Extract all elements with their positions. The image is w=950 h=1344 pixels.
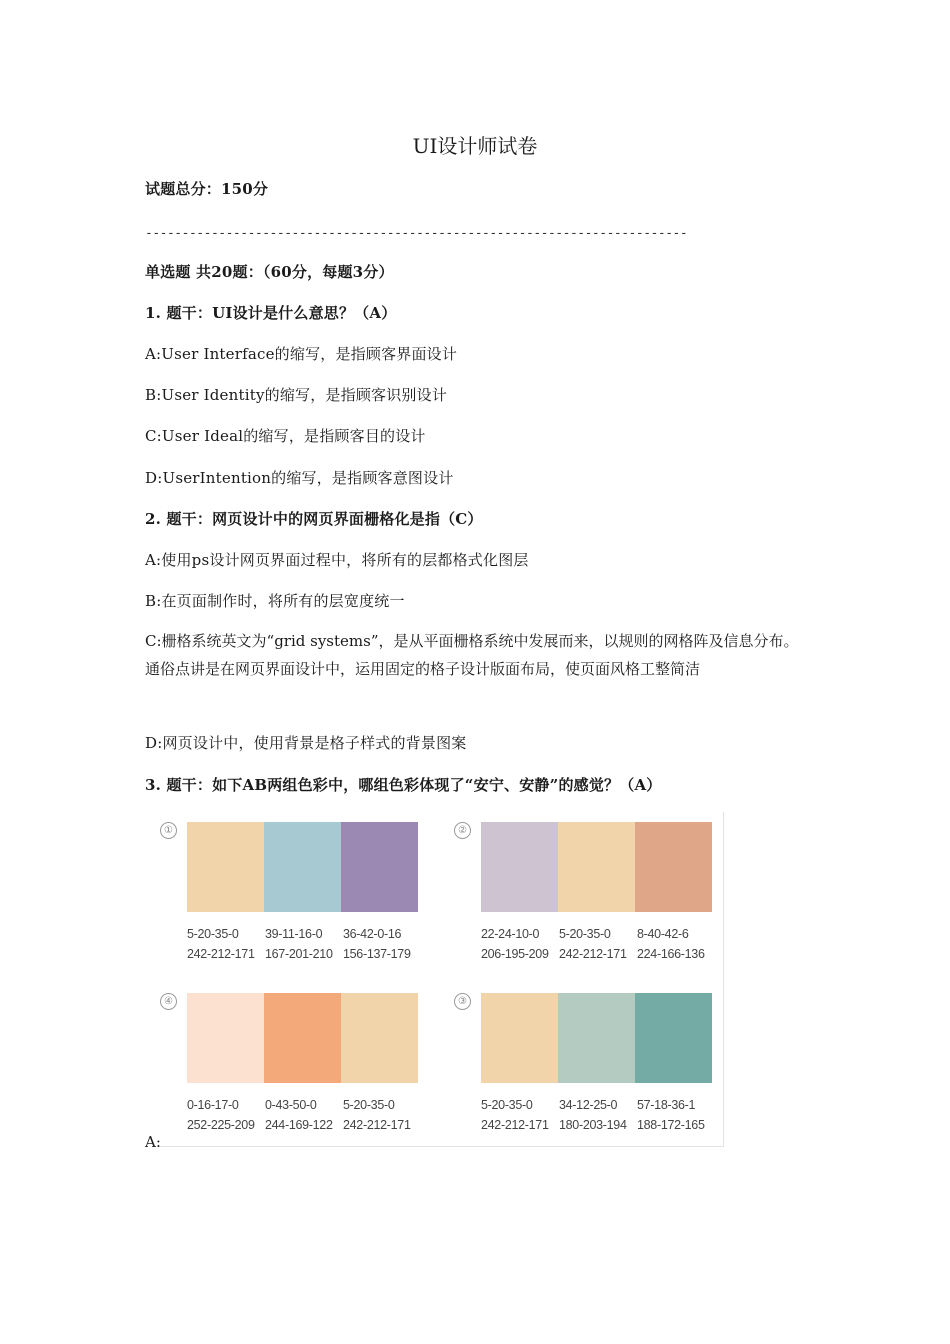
palette-group bbox=[164, 993, 447, 1135]
color-swatch bbox=[341, 822, 418, 912]
color-swatch bbox=[264, 822, 341, 912]
palette-group bbox=[458, 993, 741, 1135]
separator-line: -------------------------------------------------------------------------- bbox=[145, 226, 688, 241]
rgb-code: 188-172-165 bbox=[637, 1118, 705, 1132]
total-score: 试题总分：150分 bbox=[145, 180, 269, 198]
color-palette-image bbox=[158, 812, 724, 1147]
color-swatch bbox=[481, 822, 558, 912]
rgb-code: 242-212-171 bbox=[343, 1118, 411, 1132]
color-swatch bbox=[481, 993, 558, 1083]
question-2-option-c: C:栅格系统英文为“grid systems”，是从平面栅格系统中发展而来，以规则的网格阵及信息分布。通俗点讲是在网页界面设计中，运用固定的格子设计版面布局，使页面风格工整简洁 bbox=[145, 632, 799, 678]
rgb-code: 242-212-171 bbox=[481, 1118, 549, 1132]
question-2-option-b: B:在页面制作时，将所有的层宽度统一 bbox=[145, 592, 405, 610]
cmyk-code: 5-20-35-0 bbox=[481, 1098, 533, 1112]
color-swatch bbox=[187, 822, 264, 912]
palette-group bbox=[458, 822, 741, 964]
question-2-stem: 2. 题干：网页设计中的网页界面栅格化是指（C） bbox=[145, 510, 483, 528]
rgb-code: 242-212-171 bbox=[187, 947, 255, 961]
question-1-option-b: B:User Identity的缩写，是指顾客识别设计 bbox=[145, 386, 448, 404]
color-swatch bbox=[187, 993, 264, 1083]
cmyk-code: 22-24-10-0 bbox=[481, 927, 540, 941]
group-number: ① bbox=[160, 822, 177, 839]
cmyk-code: 8-40-42-6 bbox=[637, 927, 689, 941]
cmyk-code: 39-11-16-0 bbox=[265, 927, 323, 941]
group-number: ④ bbox=[160, 993, 177, 1010]
cmyk-code: 34-12-25-0 bbox=[559, 1098, 618, 1112]
cmyk-code: 5-20-35-0 bbox=[187, 927, 239, 941]
color-swatch bbox=[341, 993, 418, 1083]
rgb-code: 206-195-209 bbox=[481, 947, 549, 961]
color-swatch bbox=[264, 993, 341, 1083]
rgb-code: 224-166-136 bbox=[637, 947, 705, 961]
cmyk-code: 5-20-35-0 bbox=[343, 1098, 395, 1112]
cmyk-code: 36-42-0-16 bbox=[343, 927, 402, 941]
rgb-code: 156-137-179 bbox=[343, 947, 411, 961]
rgb-code: 244-169-122 bbox=[265, 1118, 333, 1132]
color-swatch bbox=[558, 822, 635, 912]
document-title: UI设计师试卷 bbox=[412, 134, 538, 158]
group-number: ② bbox=[454, 822, 471, 839]
palette-group bbox=[164, 822, 447, 964]
color-swatch bbox=[635, 993, 712, 1083]
question-1-option-d: D:UserIntention的缩写，是指顾客意图设计 bbox=[145, 469, 454, 487]
color-swatch bbox=[558, 993, 635, 1083]
cmyk-code: 0-43-50-0 bbox=[265, 1098, 317, 1112]
group-number: ③ bbox=[454, 993, 471, 1010]
question-1-option-c: C:User Ideal的缩写，是指顾客目的设计 bbox=[145, 427, 426, 445]
question-3-option-a: A: bbox=[145, 1133, 161, 1151]
rgb-code: 180-203-194 bbox=[559, 1118, 627, 1132]
question-1-option-a: A:User Interface的缩写，是指顾客界面设计 bbox=[145, 345, 458, 363]
section-heading: 单选题 共20题：（60分，每题3分） bbox=[145, 263, 394, 281]
rgb-code: 252-225-209 bbox=[187, 1118, 255, 1132]
rgb-code: 167-201-210 bbox=[265, 947, 333, 961]
rgb-code: 242-212-171 bbox=[559, 947, 627, 961]
cmyk-code: 5-20-35-0 bbox=[559, 927, 611, 941]
cmyk-code: 57-18-36-1 bbox=[637, 1098, 696, 1112]
cmyk-code: 0-16-17-0 bbox=[187, 1098, 239, 1112]
question-2-option-d: D:网页设计中，使用背景是格子样式的背景图案 bbox=[145, 734, 467, 752]
color-swatch bbox=[635, 822, 712, 912]
question-1-stem: 1. 题干：UI设计是什么意思？（A） bbox=[145, 304, 397, 322]
question-3-stem: 3. 题干：如下AB两组色彩中，哪组色彩体现了“安宁、安静”的感觉？（A） bbox=[145, 776, 662, 794]
question-2-option-a: A:使用ps设计网页界面过程中，将所有的层都格式化图层 bbox=[145, 551, 529, 569]
